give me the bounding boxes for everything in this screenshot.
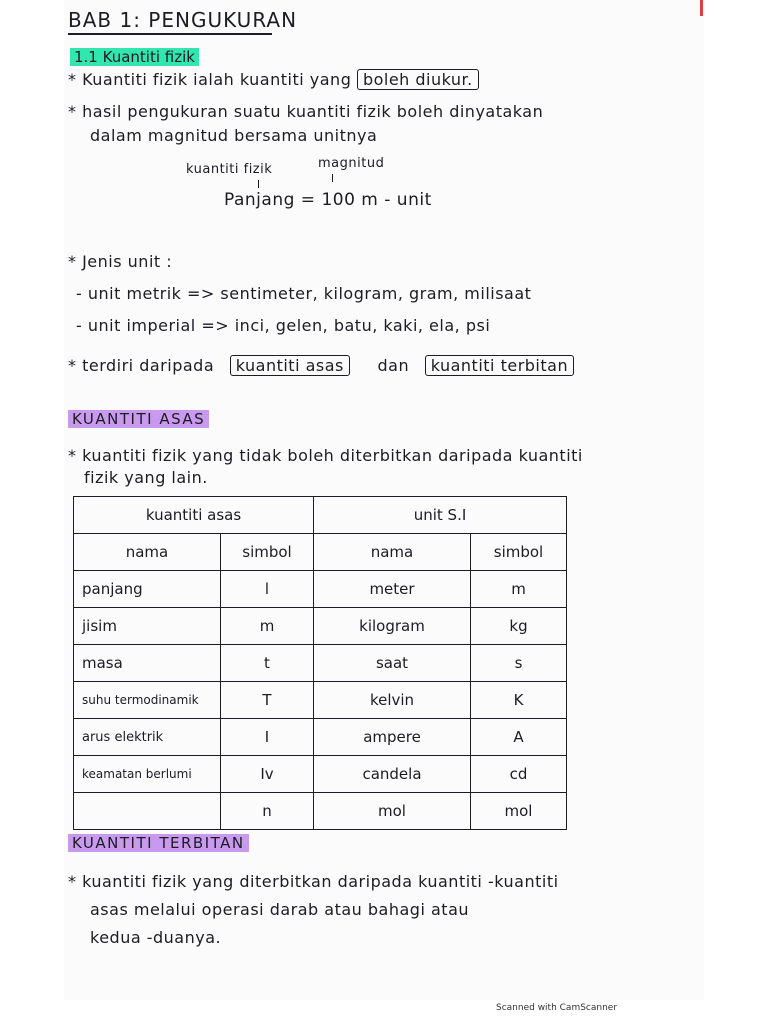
table-cell: jisim [74, 608, 221, 645]
table-cell: kelvin [314, 682, 471, 719]
asas-definition-line2: fizik yang lain. [84, 468, 208, 487]
terbitan-definition-line3: kedua -duanya. [90, 928, 222, 947]
boxed-kuantiti-terbitan: kuantiti terbitan [425, 355, 574, 376]
table-cell: kg [471, 608, 567, 645]
boxed-kuantiti-asas: kuantiti asas [230, 355, 350, 376]
terdiri-dan: dan [377, 356, 410, 375]
table-cell: m [221, 608, 314, 645]
table-row [74, 645, 567, 682]
table-cell: K [471, 682, 567, 719]
table-row [74, 571, 567, 608]
table-sub-header: nama [314, 534, 471, 571]
table-row [74, 756, 567, 793]
table-cell: meter [314, 571, 471, 608]
table-sub-header-row [74, 534, 567, 571]
bullet-hasil-pengukuran-line2: dalam magnitud bersama unitnya [90, 126, 378, 145]
table-cell: mol [471, 793, 567, 830]
scanner-watermark: Scanned with CamScanner [496, 1003, 618, 1013]
table-group-header: unit S.I [314, 497, 567, 534]
table-cell: mol [314, 793, 471, 830]
table-cell: s [471, 645, 567, 682]
table-cell: Iv [221, 756, 314, 793]
table-cell: ampere [314, 719, 471, 756]
example-panjang: Panjang = 100 m - unit [224, 190, 432, 210]
bullet-hasil-pengukuran-line1: * hasil pengukuran suatu kuantiti fizik boleh dinyatakan [68, 102, 544, 121]
table-group-header-row [74, 497, 567, 534]
annotation-tick-magnitud [332, 174, 333, 182]
table-row [74, 608, 567, 645]
table-cell [74, 793, 221, 830]
table-group-header: kuantiti asas [74, 497, 314, 534]
boxed-boleh-diukur: boleh diukur. [357, 69, 479, 90]
table-cell: T [221, 682, 314, 719]
table-cell: kilogram [314, 608, 471, 645]
table-cell: panjang [74, 571, 221, 608]
table-row [74, 719, 567, 756]
table-cell: masa [74, 645, 221, 682]
table-cell: n [221, 793, 314, 830]
terdiri-daripada [68, 356, 574, 375]
section-heading-kuantiti-asas: KUANTITI ASAS [68, 410, 209, 428]
page-title: BAB 1: PENGUKURAN [68, 8, 298, 32]
table-sub-header: simbol [221, 534, 314, 571]
section-heading-kuantiti-fizik: 1.1 Kuantiti fizik [70, 48, 199, 66]
bullet-kuantiti-fizik [68, 70, 479, 89]
unit-imperial: - unit imperial => inci, gelen, batu, kaki, ela, psi [76, 316, 491, 335]
annotation-kuantiti-fizik: kuantiti fizik [186, 162, 273, 177]
section-heading-kuantiti-terbitan: KUANTITI TERBITAN [68, 834, 249, 852]
table-row [74, 793, 567, 830]
table-cell: l [221, 571, 314, 608]
annotation-tick-kuantiti [258, 180, 259, 188]
table-cell: arus elektrik [74, 719, 221, 756]
unit-metrik: - unit metrik => sentimeter, kilogram, gram, milisaat [76, 284, 532, 303]
terdiri-prefix: * terdiri daripada [68, 356, 215, 375]
table-cell: I [221, 719, 314, 756]
bullet-text: * Kuantiti fizik ialah kuantiti yang [68, 70, 352, 89]
table-cell: cd [471, 756, 567, 793]
table-sub-header: simbol [471, 534, 567, 571]
annotation-magnitud: magnitud [318, 156, 385, 171]
jenis-unit-heading: * Jenis unit : [68, 252, 173, 271]
terbitan-definition-line1: * kuantiti fizik yang diterbitkan daripada kuantiti -kuantiti [68, 872, 559, 891]
table-cell: keamatan berlumi [74, 756, 221, 793]
table-cell: m [471, 571, 567, 608]
table-cell: candela [314, 756, 471, 793]
table-cell: suhu termodinamik [74, 682, 221, 719]
si-units-table [73, 496, 567, 830]
asas-definition-line1: * kuantiti fizik yang tidak boleh diterbitkan daripada kuantiti [68, 446, 583, 465]
title-underline [68, 33, 272, 35]
table-cell: saat [314, 645, 471, 682]
table-sub-header: nama [74, 534, 221, 571]
terbitan-definition-line2: asas melalui operasi darab atau bahagi atau [90, 900, 470, 919]
table-row [74, 682, 567, 719]
table-cell: A [471, 719, 567, 756]
red-margin-mark [700, 0, 703, 16]
table-cell: t [221, 645, 314, 682]
